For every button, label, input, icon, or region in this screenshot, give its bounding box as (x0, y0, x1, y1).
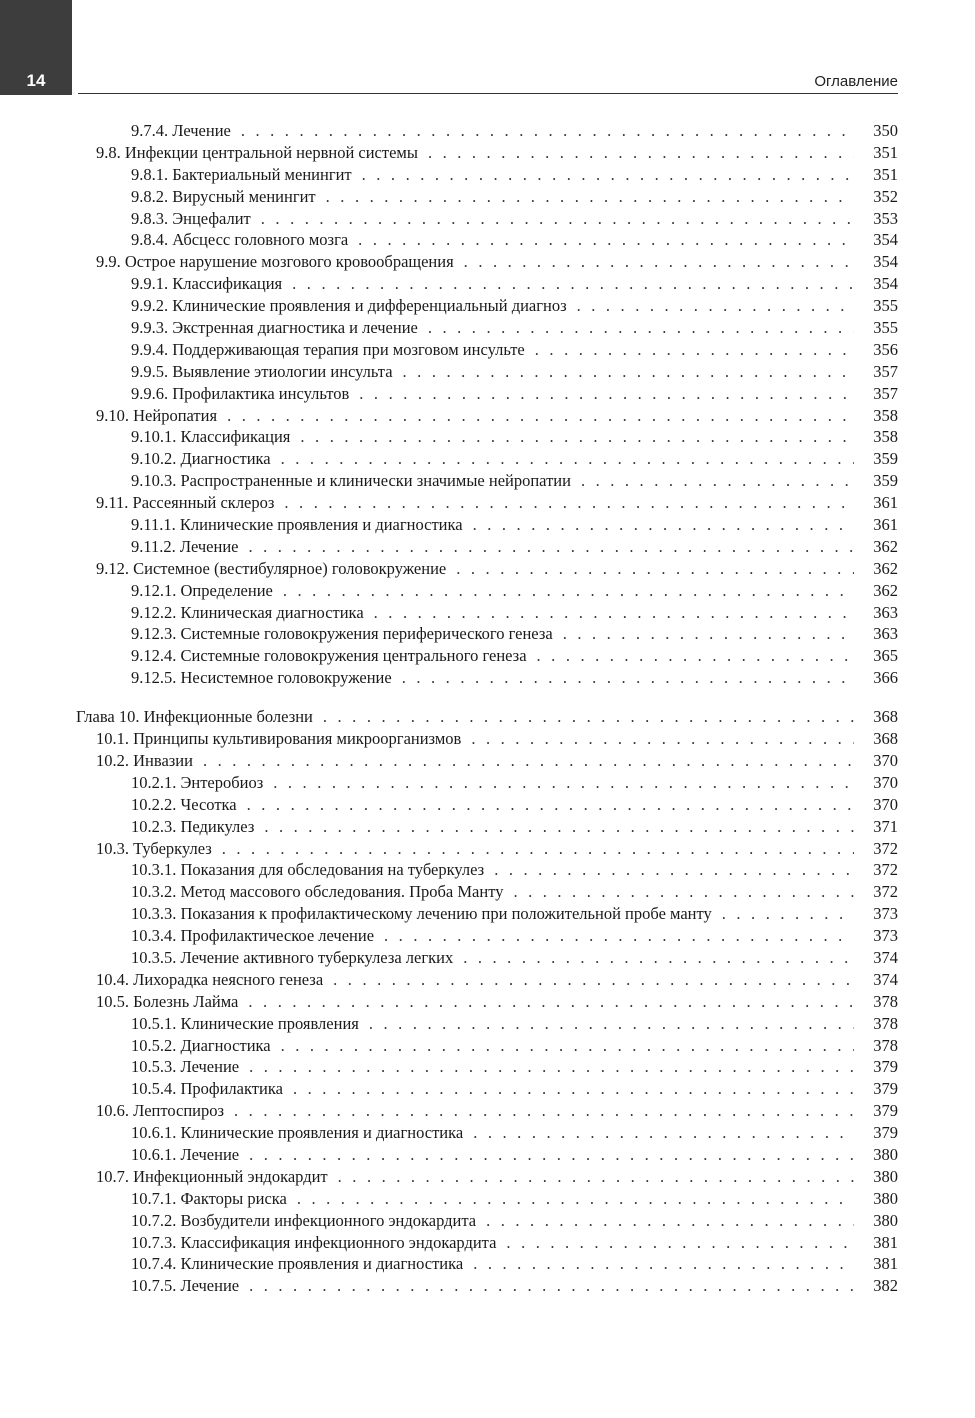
toc-entry-title: 9.8.2. Вирусный менингит (131, 186, 316, 206)
toc-entry-page: 362 (873, 558, 898, 578)
toc-entry-page: 380 (873, 1166, 898, 1186)
toc-entry[interactable] (76, 317, 898, 339)
toc-dot-leader (577, 295, 854, 317)
toc-entry-title: 9.12. Системное (вестибулярное) головокружение (96, 558, 447, 578)
toc-entry-page: 370 (873, 794, 898, 814)
toc-entry-page: 358 (873, 405, 898, 425)
toc-entry-page: 353 (873, 208, 898, 228)
toc-entry-page: 354 (873, 230, 898, 250)
toc-entry[interactable] (76, 1100, 898, 1122)
toc-dot-leader (403, 361, 854, 383)
toc-entry-title: 10.5.2. Диагностика (131, 1035, 271, 1055)
toc-entry[interactable] (76, 361, 898, 383)
toc-entry-title: 10.7.1. Факторы риска (131, 1188, 287, 1208)
toc-entry[interactable] (76, 728, 898, 750)
toc-dot-leader (535, 339, 854, 361)
toc-entry-title: 9.11. Рассеянный склероз (96, 493, 275, 513)
toc-dot-leader (323, 706, 854, 728)
toc-entry-page: 357 (873, 361, 898, 381)
toc-entry-page: 378 (873, 991, 898, 1011)
toc-entry-title: 9.8.3. Энцефалит (131, 208, 251, 228)
toc-entry[interactable] (76, 772, 898, 794)
toc-dot-leader (249, 1144, 854, 1166)
toc-entry-page: 368 (873, 729, 898, 749)
toc-entry-page: 380 (873, 1188, 898, 1208)
toc-entry-title: 10.4. Лихорадка неясного генеза (96, 969, 324, 989)
toc-dot-leader (473, 514, 854, 536)
toc-dot-leader (471, 728, 854, 750)
toc-entry-title: 10.7.4. Клинические проявления и диагностика (131, 1254, 464, 1274)
toc-dot-leader (249, 1275, 854, 1297)
toc-entry[interactable] (76, 208, 898, 230)
toc-entry-title: 10.5.4. Профилактика (131, 1079, 283, 1099)
toc-entry-title: 10.5.1. Клинические проявления (131, 1013, 359, 1033)
toc-dot-leader (203, 750, 854, 772)
toc-dot-leader (428, 142, 854, 164)
toc-entry-page: 370 (873, 750, 898, 770)
toc-dot-leader (292, 273, 854, 295)
toc-dot-leader (494, 859, 854, 881)
toc-entry-title: 10.6.1. Клинические проявления и диагностика (131, 1123, 464, 1143)
toc-entry-title: 9.10.3. Распространенные и клинически значимые нейропатии (131, 471, 571, 491)
toc-entry-title: 9.9.5. Выявление этиологии инсульта (131, 361, 393, 381)
page-number-tab (0, 0, 72, 95)
toc-entry-page: 363 (873, 624, 898, 644)
toc-entry-page: 381 (873, 1232, 898, 1252)
toc-dot-leader (362, 164, 854, 186)
toc-entry[interactable] (76, 816, 898, 838)
toc-entry-title: 10.6. Лептоспироз (96, 1101, 225, 1121)
toc-entry-title: 9.10.1. Классификация (131, 427, 291, 447)
running-head: Оглавление (814, 73, 898, 90)
toc-entry-page: 361 (873, 515, 898, 535)
toc-entry-title: 9.8.1. Бактериальный менингит (131, 164, 352, 184)
toc-entry[interactable] (76, 273, 898, 295)
toc-entry[interactable] (76, 602, 898, 624)
toc-entry-page: 359 (873, 449, 898, 469)
toc-entry-title: 9.9.6. Профилактика инсультов (131, 383, 350, 403)
toc-entry[interactable] (76, 142, 898, 164)
toc-entry[interactable] (76, 536, 898, 558)
toc-entry-page: 381 (873, 1254, 898, 1274)
toc-entry-page: 380 (873, 1210, 898, 1230)
toc-entry-page: 382 (873, 1276, 898, 1296)
toc-entry[interactable] (76, 470, 898, 492)
toc-dot-leader (464, 251, 854, 273)
toc-entry-title: 9.11.1. Клинические проявления и диагностика (131, 515, 463, 535)
toc-entry-page: 354 (873, 274, 898, 294)
toc-dot-leader (273, 772, 854, 794)
toc-entry-page: 378 (873, 1035, 898, 1055)
toc-entry[interactable] (76, 164, 898, 186)
toc-entry[interactable] (76, 1232, 898, 1254)
toc-entry-page: 354 (873, 252, 898, 272)
toc-dot-leader (227, 405, 854, 427)
toc-entry-page: 357 (873, 383, 898, 403)
toc-entry[interactable] (76, 295, 898, 317)
toc-entry[interactable] (76, 1144, 898, 1166)
toc-entry[interactable] (76, 580, 898, 602)
table-of-contents (76, 120, 898, 1297)
toc-entry[interactable] (76, 1253, 898, 1275)
toc-entry-title: 10.3.4. Профилактическое лечение (131, 926, 375, 946)
toc-dot-leader (297, 1188, 854, 1210)
toc-entry-page: 352 (873, 186, 898, 206)
toc-dot-leader (284, 492, 854, 514)
toc-entry[interactable] (76, 514, 898, 536)
toc-entry[interactable] (76, 667, 898, 689)
toc-entry[interactable] (76, 925, 898, 947)
toc-entry-title: 10.3.2. Метод массового обследования. Проба Манту (131, 882, 504, 902)
toc-dot-leader (486, 1210, 854, 1232)
toc-dot-leader (264, 816, 854, 838)
toc-dot-leader (563, 623, 854, 645)
toc-entry-page: 372 (873, 860, 898, 880)
toc-entry-title: 9.8.4. Абсцесс головного мозга (131, 230, 349, 250)
toc-entry[interactable] (76, 859, 898, 881)
toc-dot-leader (506, 1232, 854, 1254)
toc-entry-title: 10.2.1. Энтеробиоз (131, 772, 264, 792)
toc-entry-title: 9.9. Острое нарушение мозгового кровообращения (96, 252, 454, 272)
toc-dot-leader (537, 645, 854, 667)
toc-entry[interactable] (76, 750, 898, 772)
toc-entry[interactable] (76, 426, 898, 448)
toc-entry-title: 10.1. Принципы культивирования микроорганизмов (96, 729, 462, 749)
toc-dot-leader (456, 558, 854, 580)
toc-entry[interactable] (76, 1078, 898, 1100)
toc-entry[interactable] (76, 1122, 898, 1144)
toc-entry-page: 379 (873, 1057, 898, 1077)
toc-dot-leader (513, 881, 854, 903)
toc-entry-title: 9.12.5. Несистемное головокружение (131, 668, 392, 688)
toc-entry[interactable] (76, 186, 898, 208)
toc-entry-page: 371 (873, 816, 898, 836)
toc-entry-page: 356 (873, 339, 898, 359)
toc-dot-leader (473, 1253, 854, 1275)
toc-entry-page: 373 (873, 926, 898, 946)
toc-dot-leader (293, 1078, 854, 1100)
toc-entry-title: 10.7. Инфекционный эндокардит (96, 1166, 328, 1186)
toc-dot-leader (384, 925, 854, 947)
toc-entry-page: 351 (873, 164, 898, 184)
toc-entry[interactable] (76, 1275, 898, 1297)
toc-dot-leader (359, 383, 854, 405)
toc-entry-page: 355 (873, 296, 898, 316)
toc-entry[interactable] (76, 991, 898, 1013)
toc-dot-leader (369, 1013, 854, 1035)
toc-dot-leader (722, 903, 854, 925)
toc-dot-leader (247, 794, 854, 816)
toc-entry[interactable] (76, 1210, 898, 1232)
toc-entry-title: Глава 10. Инфекционные болезни (76, 707, 313, 727)
toc-entry[interactable] (76, 794, 898, 816)
toc-entry-title: 9.9.4. Поддерживающая терапия при мозговом инсульте (131, 339, 525, 359)
toc-entry-title: 10.7.3. Классификация инфекционного эндокардита (131, 1232, 497, 1252)
toc-entry-page: 379 (873, 1123, 898, 1143)
toc-entry[interactable] (76, 405, 898, 427)
toc-entry[interactable] (76, 706, 898, 728)
toc-dot-leader (358, 229, 854, 251)
toc-entry-title: 10.6.1. Лечение (131, 1144, 240, 1164)
toc-dot-leader (241, 120, 854, 142)
toc-entry-page: 351 (873, 142, 898, 162)
toc-entry-page: 378 (873, 1013, 898, 1033)
toc-entry-page: 358 (873, 427, 898, 447)
toc-entry-title: 9.10. Нейропатия (96, 405, 218, 425)
toc-entry[interactable] (76, 120, 898, 142)
toc-entry[interactable] (76, 645, 898, 667)
page-number: 14 (26, 71, 46, 90)
toc-entry[interactable] (76, 339, 898, 361)
toc-entry-title: 10.2.2. Чесотка (131, 794, 237, 814)
toc-entry-title: 9.9.1. Классификация (131, 274, 283, 294)
toc-dot-leader (463, 947, 854, 969)
toc-entry-title: 9.9.3. Экстренная диагностика и лечение (131, 318, 418, 338)
header-rule (78, 93, 898, 94)
toc-entry[interactable] (76, 1056, 898, 1078)
toc-entry[interactable] (76, 1188, 898, 1210)
toc-entry-page: 368 (873, 707, 898, 727)
toc-entry-page: 355 (873, 318, 898, 338)
toc-entry-title: 10.3.3. Показания к профилактическому лечению при положительной пробе манту (131, 904, 712, 924)
toc-dot-leader (234, 1100, 854, 1122)
toc-dot-leader (473, 1122, 854, 1144)
toc-entry-title: 9.12.3. Системные головокружения периферического генеза (131, 624, 553, 644)
toc-entry-page: 362 (873, 580, 898, 600)
toc-dot-leader (248, 991, 854, 1013)
toc-entry[interactable] (76, 229, 898, 251)
toc-entry-title: 9.12.2. Клиническая диагностика (131, 602, 364, 622)
toc-entry-page: 350 (873, 121, 898, 140)
toc-entry-title: 10.7.5. Лечение (131, 1276, 240, 1296)
toc-entry-page: 372 (873, 838, 898, 858)
toc-entry-page: 361 (873, 493, 898, 513)
toc-entry-title: 10.5. Болезнь Лайма (96, 991, 239, 1011)
toc-entry-title: 10.3.5. Лечение активного туберкулеза легких (131, 947, 454, 967)
toc-dot-leader (374, 602, 854, 624)
toc-entry[interactable] (76, 492, 898, 514)
toc-entry-page: 362 (873, 536, 898, 556)
toc-entry-title: 10.3. Туберкулез (96, 838, 212, 858)
toc-entry-page: 363 (873, 602, 898, 622)
toc-entry[interactable] (76, 1166, 898, 1188)
toc-entry-title: 9.8. Инфекции центральной нервной системы (96, 142, 418, 162)
toc-entry-page: 366 (873, 668, 898, 688)
toc-entry-title: 9.12.4. Системные головокружения центрального генеза (131, 646, 527, 666)
toc-dot-leader (338, 1166, 854, 1188)
toc-entry-title: 9.12.1. Определение (131, 580, 273, 600)
toc-entry-page: 374 (873, 969, 898, 989)
toc-entry[interactable] (76, 969, 898, 991)
toc-entry-title: 10.5.3. Лечение (131, 1057, 240, 1077)
toc-entry-title: 9.9.2. Клинические проявления и дифференциальный диагноз (131, 296, 567, 316)
toc-entry-title: 10.7.2. Возбудители инфекционного эндокардита (131, 1210, 477, 1230)
toc-entry-page: 379 (873, 1079, 898, 1099)
toc-entry-page: 373 (873, 904, 898, 924)
toc-dot-leader (248, 536, 854, 558)
toc-dot-leader (428, 317, 854, 339)
toc-entry-title: 9.10.2. Диагностика (131, 449, 271, 469)
toc-dot-leader (281, 448, 854, 470)
toc-dot-leader (222, 838, 854, 860)
toc-entry[interactable] (76, 903, 898, 925)
toc-entry[interactable] (76, 947, 898, 969)
toc-dot-leader (402, 667, 854, 689)
toc-entry[interactable] (76, 881, 898, 903)
toc-entry[interactable] (76, 623, 898, 645)
toc-dot-leader (283, 580, 854, 602)
toc-dot-leader (326, 186, 854, 208)
toc-dot-leader (581, 470, 854, 492)
toc-entry[interactable] (76, 558, 898, 580)
toc-entry[interactable] (76, 383, 898, 405)
toc-dot-leader (300, 426, 854, 448)
toc-dot-leader (281, 1035, 854, 1057)
toc-entry-page: 379 (873, 1101, 898, 1121)
toc-dot-leader (249, 1056, 854, 1078)
toc-entry-page: 380 (873, 1144, 898, 1164)
toc-entry-title: 10.2. Инвазии (96, 750, 193, 770)
toc-entry[interactable] (76, 1013, 898, 1035)
toc-entry[interactable] (76, 251, 898, 273)
toc-entry-page: 374 (873, 947, 898, 967)
toc-entry-title: 9.11.2. Лечение (131, 536, 239, 556)
toc-dot-leader (261, 208, 854, 230)
toc-entry-page: 372 (873, 882, 898, 902)
toc-entry-page: 359 (873, 471, 898, 491)
toc-entry-title: 10.2.3. Педикулез (131, 816, 255, 836)
toc-entry-title: 9.7.4. Лечение (131, 121, 231, 140)
toc-entry-page: 365 (873, 646, 898, 666)
toc-entry-page: 370 (873, 772, 898, 792)
toc-entry[interactable] (76, 1035, 898, 1057)
toc-entry[interactable] (76, 838, 898, 860)
toc-entry[interactable] (76, 448, 898, 470)
toc-dot-leader (333, 969, 854, 991)
toc-entry-title: 10.3.1. Показания для обследования на туберкулез (131, 860, 485, 880)
